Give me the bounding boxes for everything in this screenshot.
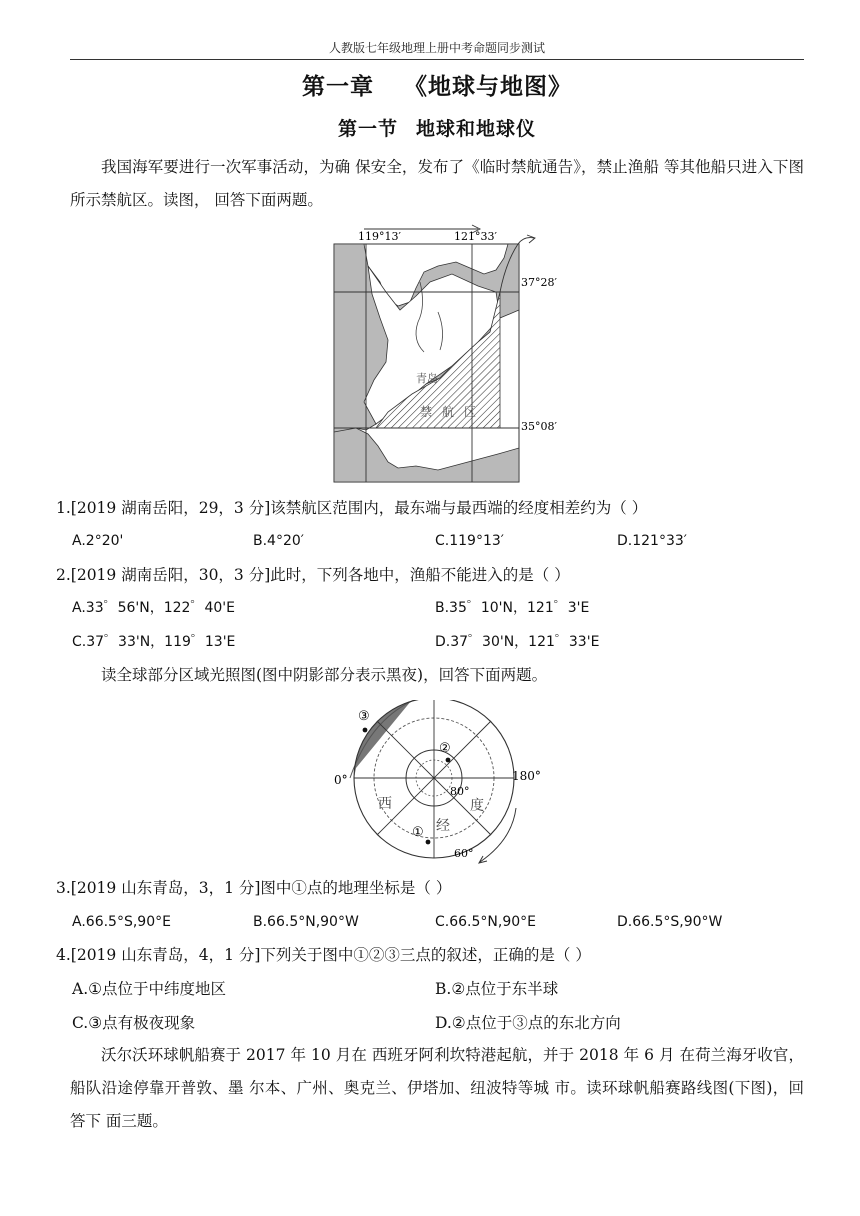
lat-60-label: 60°: [454, 847, 474, 860]
point-3-label: ③: [358, 709, 370, 724]
char-xi: 西: [378, 796, 392, 812]
point-1-label: ①: [412, 825, 424, 840]
q2-option-a: A.33゜56'N，122゜40'E: [72, 600, 235, 616]
chapter-label: 第一章: [302, 73, 374, 100]
section-label: 第一节: [337, 118, 398, 140]
map-city-label: 青岛: [416, 372, 438, 385]
chapter-title: [70, 68, 804, 101]
header-rule: [70, 59, 804, 60]
q3-option-c: C.66.5°N,90°E: [435, 914, 536, 930]
map-lat-north-label: 37°28′: [521, 276, 557, 289]
question-4-stem: 4.[2019 山东青岛，4，1 分]下列关于图中①②③三点的叙述，正确的是（ ）: [56, 946, 591, 964]
zone-char-1: 禁: [420, 405, 433, 419]
lat-80-label: 80°: [450, 785, 470, 798]
q1-option-d: D.121°33′: [617, 533, 687, 549]
section-title: [70, 114, 804, 141]
point-2-label: ②: [439, 741, 451, 756]
q4-option-c: C.③点有极夜现象: [72, 1014, 196, 1032]
char-du: 度: [470, 798, 484, 814]
q4-option-a: A.①点位于中纬度地区: [72, 980, 227, 998]
char-jing: 经: [436, 818, 450, 834]
passage-illumination: 读全球部分区域光照图(图中阴影部分表示黑夜)，回答下面两题。: [101, 666, 548, 684]
map-lat-south-label: 35°08′: [521, 420, 557, 433]
map-lon-west-label: 119°13′: [358, 230, 401, 243]
q4-option-b: B.②点位于东半球: [435, 980, 559, 998]
q2-option-d: D.37゜30'N，121゜33'E: [435, 634, 600, 650]
q2-option-c: C.37゜33'N，119゜13'E: [72, 634, 236, 650]
q3-option-d: D.66.5°S,90°W: [617, 914, 723, 930]
question-2-stem: 2.[2019 湖南岳阳，30，3 分]此时，下列各地中，渔船不能进入的是（ ）: [56, 566, 570, 584]
passage-no-sail-zone: 我国海军要进行一次军事活动，为确 保安全，发布了《临时禁航通告》，禁止渔船 等其他船只进入下图所示禁航区。读图， 回答下面两题。: [70, 158, 804, 209]
no-sail-zone-map: [328, 222, 560, 484]
zone-char-3: 区: [464, 405, 477, 419]
zone-char-2: 航: [442, 405, 455, 419]
question-1-stem: 1.[2019 湖南岳阳，29，3 分]该禁航区范围内，最东端与最西端的经度相差约为（ ）: [56, 499, 648, 517]
illumination-diagram: [330, 700, 550, 870]
q3-option-b: B.66.5°N,90°W: [253, 914, 359, 930]
lon-180-label: 180°: [512, 769, 541, 783]
running-header: 人教版七年级地理上册中考命题同步测试: [328, 41, 545, 55]
passage-sailing-race: 沃尔沃环球帆船赛于 2017 年 10 月在 西班牙阿利坎特港起航，并于 2018 年 6 月 在荷兰海牙收官，船队沿途停靠开普敦、墨 尔本、广州、奥克兰、伊塔加、纽波特等城 市。读环球帆船赛路线图(下图)，回答下 面三题。: [70, 1046, 804, 1130]
q1-option-b: B.4°20′: [253, 533, 304, 549]
map-lon-east-label: 121°33′: [454, 230, 497, 243]
q1-option-a: A.2°20': [72, 533, 124, 549]
lon-0-label: 0°: [334, 773, 348, 787]
q4-option-d: D.②点位于③点的东北方向: [435, 1014, 621, 1032]
q1-option-c: C.119°13′: [435, 533, 504, 549]
q2-option-b: B.35゜10'N，121゜3'E: [435, 600, 590, 616]
chapter-name: 《地球与地图》: [404, 73, 572, 100]
question-3-stem: 3.[2019 山东青岛，3，1 分]图中①点的地理坐标是（ ）: [56, 879, 452, 897]
q3-option-a: A.66.5°S,90°E: [72, 914, 171, 930]
section-name: 地球和地球仪: [416, 118, 537, 140]
